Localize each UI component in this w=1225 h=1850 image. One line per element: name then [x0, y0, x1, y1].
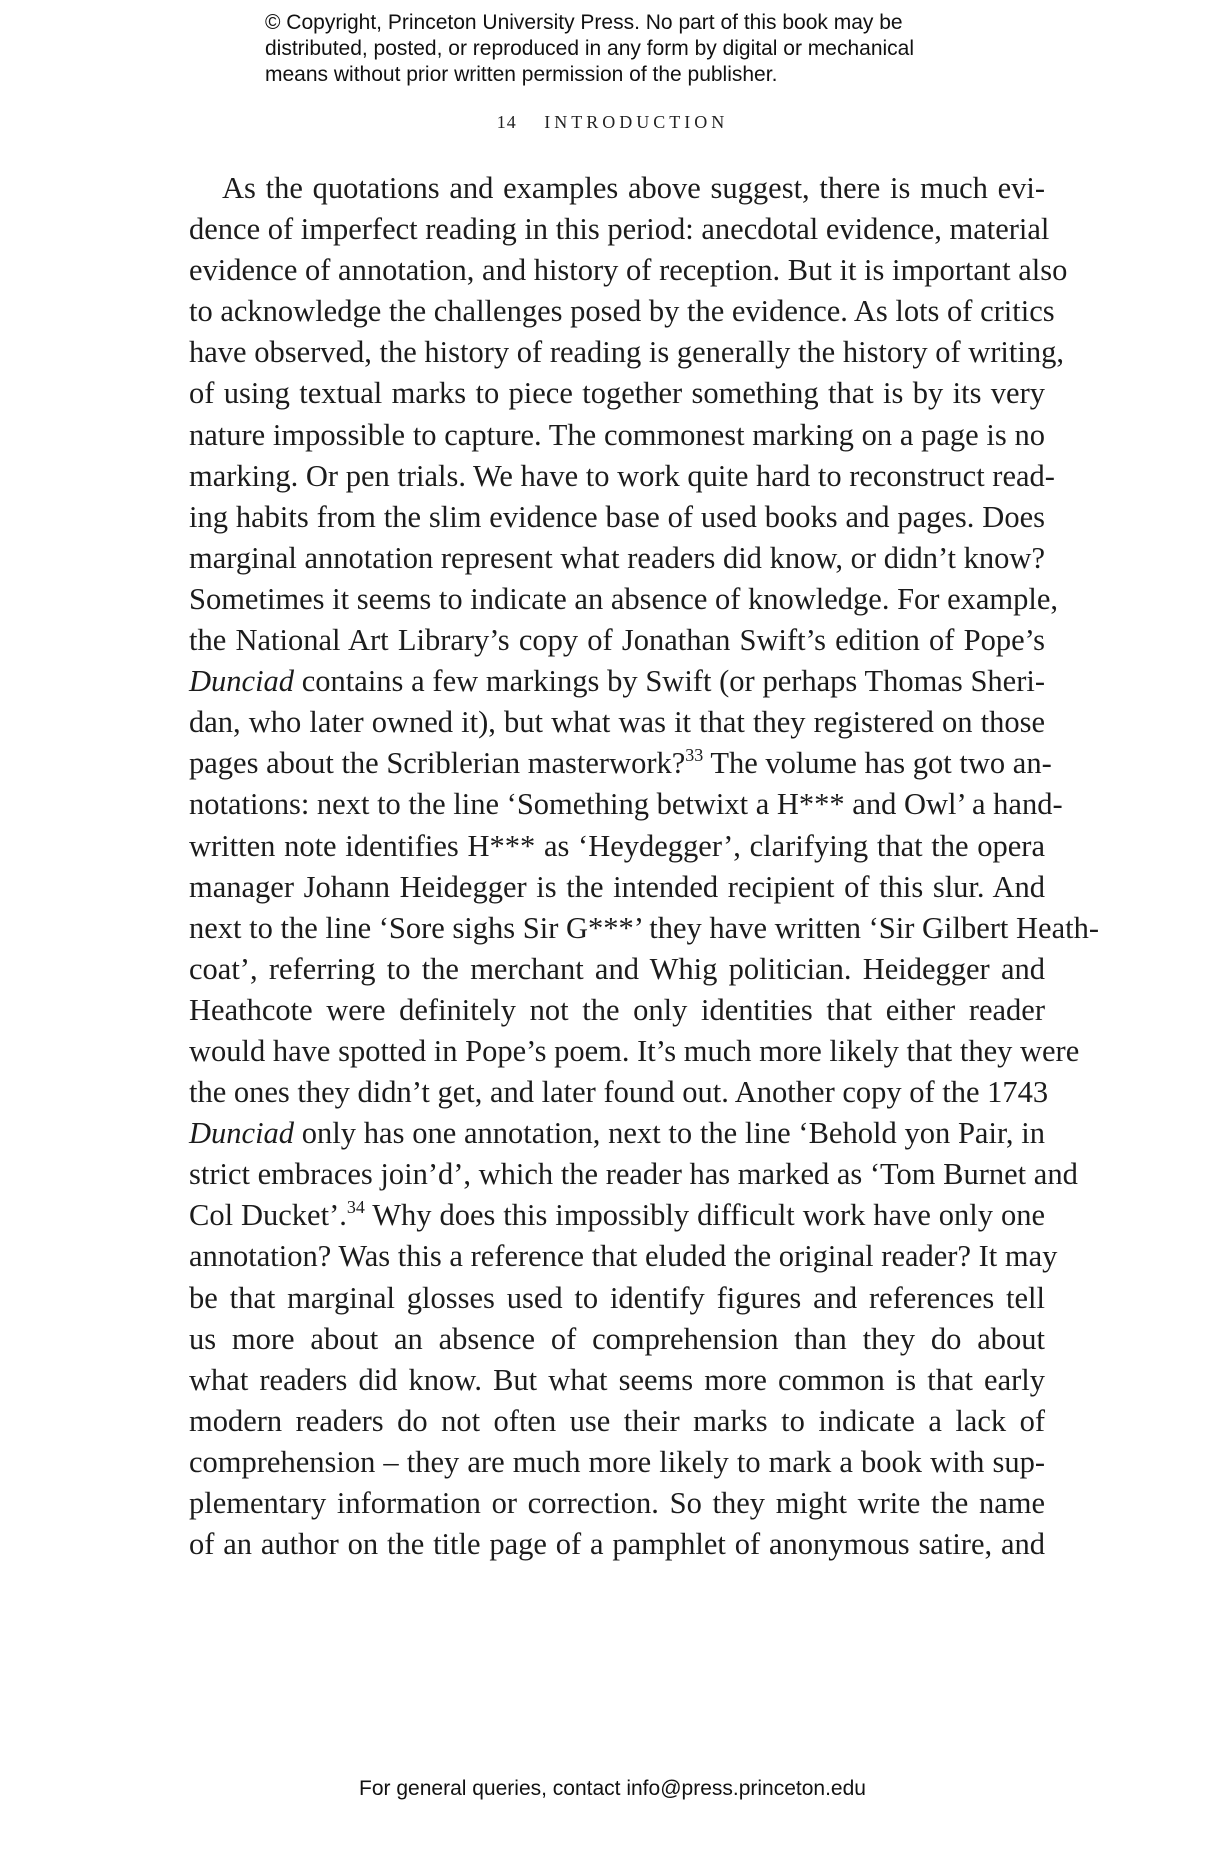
- footnote-ref: 33: [685, 745, 704, 766]
- italic-title: Dunciad: [189, 1116, 295, 1151]
- text-fragment: The volume has got two an-: [703, 746, 1052, 781]
- page-number: 14: [496, 112, 517, 132]
- text-line: us more about an absence of comprehension than they do about: [189, 1321, 1045, 1356]
- text-line: of an author on the title page of a pamphlet of anonymous satire, and: [189, 1527, 1045, 1562]
- running-head: [0, 112, 1225, 133]
- text-line: manager Johann Heidegger is the intended recipient of this slur. And: [189, 869, 1045, 904]
- text-line: be that marginal glosses used to identify figures and references tell: [189, 1280, 1045, 1315]
- text-line: comprehension – they are much more likely to mark a book with sup-: [189, 1444, 1045, 1479]
- text-fragment: contains a few markings by Swift (or perhaps Thomas Sheri-: [294, 664, 1045, 699]
- copyright-notice: [265, 10, 1025, 88]
- footnote-ref: 34: [346, 1197, 365, 1218]
- text-line: [189, 743, 1052, 784]
- text-line: the National Art Library’s copy of Jonathan Swift’s edition of Pope’s: [189, 623, 1045, 658]
- text-line: [189, 1195, 1045, 1236]
- text-line: [189, 1113, 1045, 1154]
- text-line: of using textual marks to piece together something that is by its very: [189, 376, 1045, 411]
- text-line: have observed, the history of reading is generally the history of writing,: [189, 335, 1064, 370]
- text-line: what readers did know. But what seems more common is that early: [189, 1362, 1045, 1397]
- text-line: Heathcote were definitely not the only identities that either reader: [189, 992, 1045, 1027]
- text-line: notations: next to the line ‘Something betwixt a H*** and Owl’ a hand-: [189, 787, 1063, 822]
- text-line: the ones they didn’t get, and later found out. Another copy of the 1743: [189, 1075, 1049, 1110]
- text-line: marginal annotation represent what readers did know, or didn’t know?: [189, 540, 1045, 575]
- copyright-line: means without prior written permission of the publisher.: [265, 63, 778, 86]
- text-fragment: only has one annotation, next to the line ‘Behold yon Pair, in: [294, 1116, 1045, 1151]
- text-line: As the quotations and examples above suggest, there is much evi-: [222, 171, 1045, 205]
- text-fragment: Why does this impossibly difficult work have only one: [364, 1198, 1045, 1233]
- text-line: ing habits from the slim evidence base of used books and pages. Does: [189, 499, 1045, 534]
- copyright-line: © Copyright, Princeton University Press. No part of this book may be: [265, 11, 903, 34]
- text-line: Sometimes it seems to indicate an absence of knowledge. For example,: [189, 581, 1059, 616]
- text-fragment: Col Ducket’.: [189, 1198, 347, 1233]
- text-line: would have spotted in Pope’s poem. It’s much more likely that they were: [189, 1033, 1080, 1068]
- footer-contact: For general queries, contact info@press.princeton.edu: [359, 1777, 866, 1800]
- text-line: dan, who later owned it), but what was it that they registered on those: [189, 705, 1045, 740]
- text-line: nature impossible to capture. The commonest marking on a page is no: [189, 417, 1045, 452]
- text-line: written note identifies H*** as ‘Heydegger’, clarifying that the opera: [189, 828, 1045, 863]
- text-line: modern readers do not often use their marks to indicate a lack of: [189, 1403, 1045, 1438]
- italic-title: Dunciad: [189, 664, 295, 699]
- text-line: coat’, referring to the merchant and Whig politician. Heidegger and: [189, 951, 1045, 986]
- text-line: plementary information or correction. So they might write the name: [189, 1486, 1045, 1520]
- text-line: evidence of annotation, and history of reception. But it is important also: [189, 253, 1068, 288]
- text-line: annotation? Was this a reference that eluded the original reader? It may: [189, 1239, 1058, 1274]
- chapter-title: INTRODUCTION: [544, 112, 729, 132]
- text-line: strict embraces join’d’, which the reader has marked as ‘Tom Burnet and: [189, 1157, 1078, 1192]
- text-line: dence of imperfect reading in this period: anecdotal evidence, material: [189, 212, 1050, 247]
- text-line: marking. Or pen trials. We have to work quite hard to reconstruct read-: [189, 458, 1055, 493]
- body-text: [189, 168, 1099, 1565]
- text-line: [189, 661, 1045, 702]
- copyright-line: distributed, posted, or reproduced in any form by digital or mechanical: [265, 37, 915, 60]
- text-line: to acknowledge the challenges posed by the evidence. As lots of critics: [189, 294, 1055, 329]
- text-fragment: pages about the Scriblerian masterwork?: [189, 746, 686, 781]
- text-line: next to the line ‘Sore sighs Sir G***’ they have written ‘Sir Gilbert Heath-: [189, 910, 1099, 945]
